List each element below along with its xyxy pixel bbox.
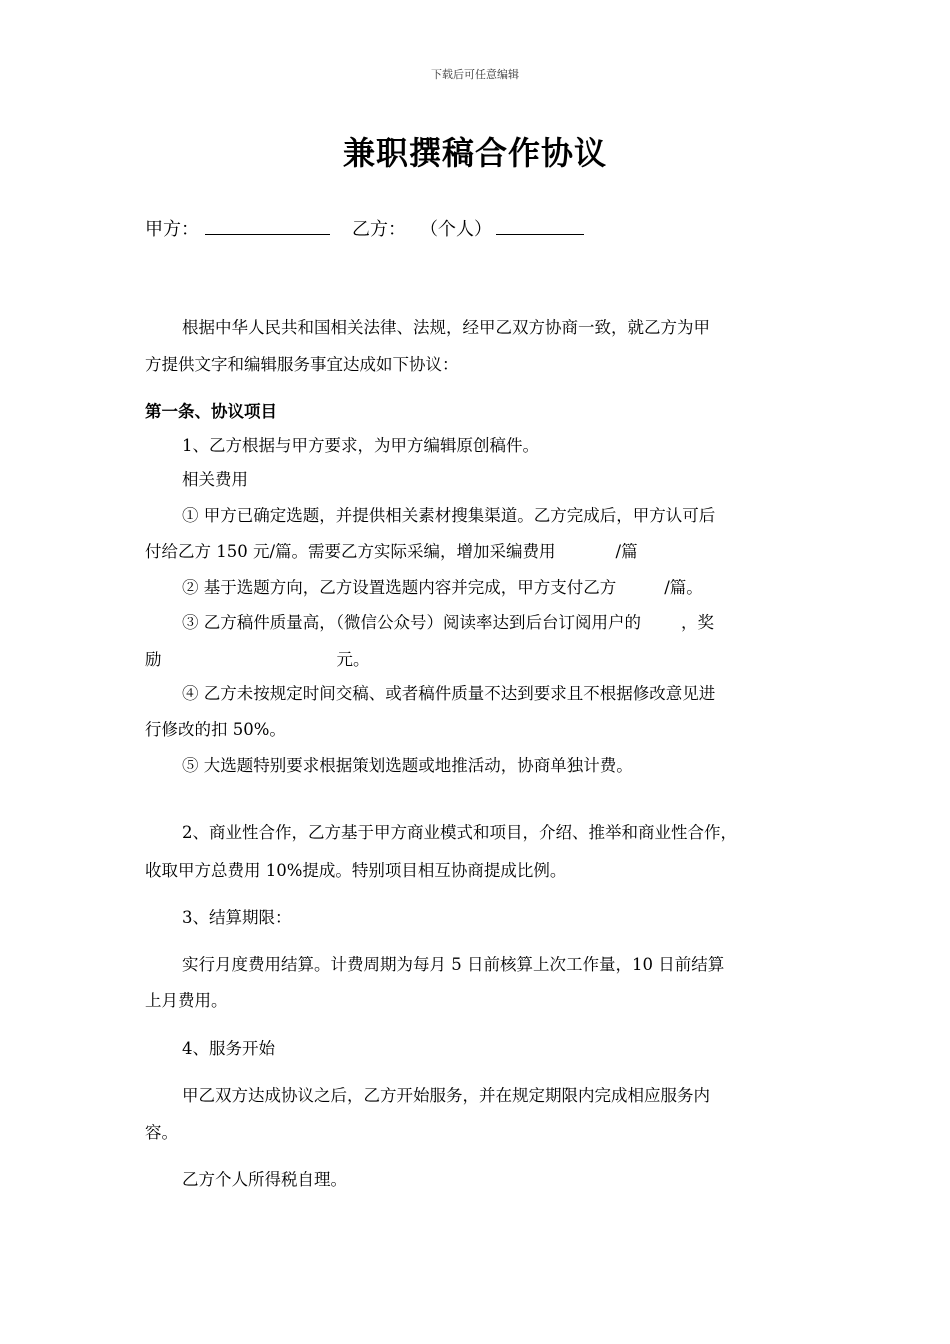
item-2-line-1: 2、商业性合作，乙方基于甲方商业模式和项目，介绍、推举和商业性合作， (182, 823, 737, 842)
party-b-label: 乙方： (352, 219, 406, 240)
item-3-line-1: 实行月度费用结算。计费周期为每月 5 日前核算上次工作量，10 日前结算 (182, 955, 725, 974)
fee-3-unit: 元。 (336, 650, 370, 669)
fee-1-line-1: ① 甲方已确定选题，并提供相关素材搜集渠道。乙方完成后，甲方认可后 (182, 506, 716, 525)
fee-3-line-2 (145, 649, 825, 671)
item-4-line-1: 甲乙双方达成协议之后，乙方开始服务，并在规定期限内完成相应服务内 (182, 1086, 710, 1105)
item-3-heading: 3、结算期限： (182, 908, 292, 927)
fee-1-line-2 (145, 541, 825, 563)
intro-line-1: 根据中华人民共和国相关法律、法规，经甲乙双方协商一致，就乙方为甲 (182, 318, 710, 337)
party-a-label: 甲方： (145, 219, 199, 240)
header-note: 下载后可任意编辑 (431, 68, 519, 81)
fee-3-line-1 (145, 612, 825, 634)
article-1-heading: 第一条、协议项目 (145, 402, 277, 421)
item-2-line-2: 收取甲方总费用 10%提成。特别项目相互协商提成比例。 (145, 861, 567, 880)
intro-line-2: 方提供文字和编辑服务事宜达成如下协议： (145, 355, 459, 374)
fee-3-reward: ，奖 (681, 613, 714, 632)
party-a-blank[interactable] (205, 216, 330, 235)
parties-line (145, 215, 825, 241)
fee-3-text: ③ 乙方稿件质量高，（微信公众号）阅读率达到后台订阅用户的 (182, 613, 641, 632)
item-4-heading: 4、服务开始 (182, 1039, 275, 1058)
document-title: 兼职撰稿合作协议 (342, 134, 607, 172)
party-b-type: （个人） (420, 219, 492, 240)
fee-4-line-1: ④ 乙方未按规定时间交稿、或者稿件质量不达到要求且不根据修改意见进 (182, 684, 716, 703)
fee-5: ⑤ 大选题特别要求根据策划选题或地推活动，协商单独计费。 (182, 756, 633, 775)
fee-1-text: 付给乙方 150 元/篇。需要乙方实际采编，增加采编费用 (145, 542, 556, 561)
item-4-line-2: 容。 (145, 1123, 178, 1142)
tax-note: 乙方个人所得税自理。 (182, 1170, 347, 1189)
fee-3-reward-label: 励 (145, 650, 162, 669)
party-b-blank[interactable] (496, 216, 584, 235)
fee-4-line-2: 行修改的扣 50%。 (145, 720, 286, 739)
fee-1-unit: /篇 (615, 542, 638, 561)
fee-2-text: ② 基于选题方向，乙方设置选题内容并完成，甲方支付乙方 (182, 578, 617, 597)
fee-2 (145, 577, 825, 599)
item-3-line-2: 上月费用。 (145, 991, 228, 1010)
fee-2-unit: /篇。 (664, 578, 703, 597)
article-1-item-1: 1、乙方根据与甲方要求，为甲方编辑原创稿件。 (182, 436, 539, 455)
fees-label: 相关费用 (182, 470, 248, 489)
